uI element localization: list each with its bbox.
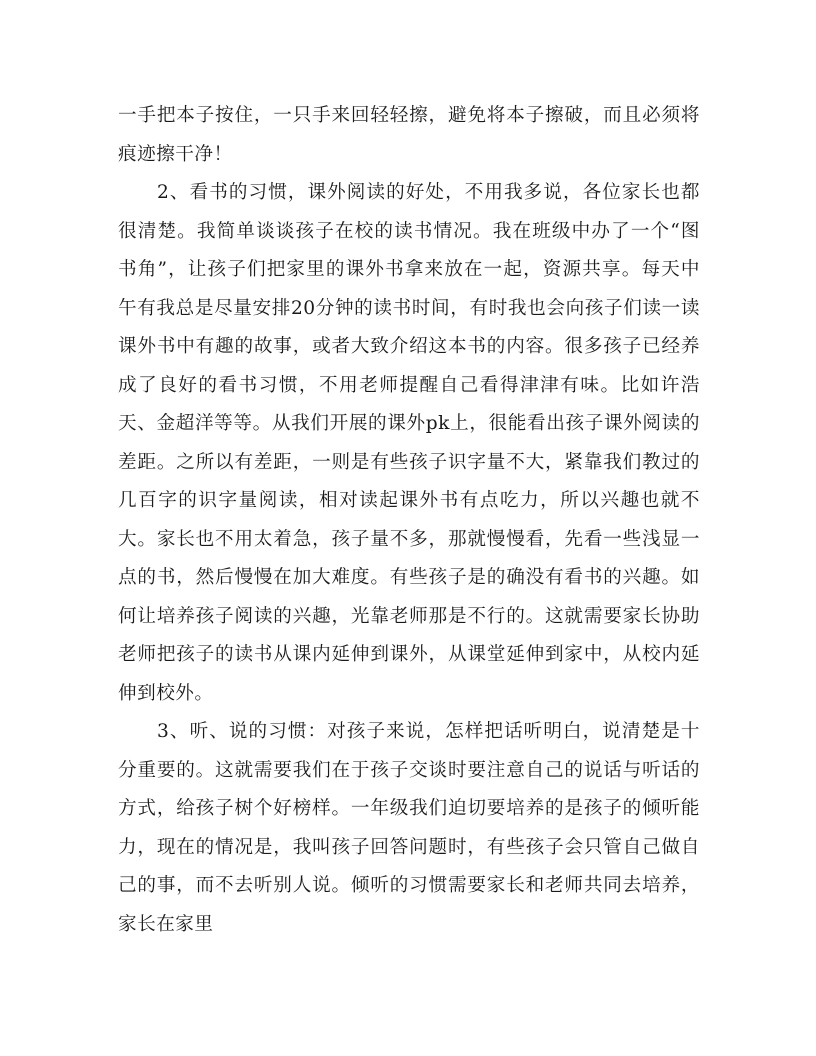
paragraph-listening-speaking: 3、听、说的习惯：对孩子来说，怎样把话听明白，说清楚是十分重要的。这就需要我们在于孩子交谈时要注意自己的说话与听话的方式，给孩子树个好榜样。一年级我们迫切要培养的是孩子的倾听能力，现在的情况是，我叫孩子回答问题时，有些孩子会只管自己做自己的事，而不去听别人说。倾听的习惯需要家长和老师共同去培养，家长在家里 — [118, 721, 700, 935]
paragraph-reading-habit: 2、看书的习惯，课外阅读的好处，不用我多说，各位家长也都很清楚。我简单谈谈孩子在校的读书情况。我在班级中办了一个“图书角”，让孩子们把家里的课外书拿来放在一起，资源共享。每天中午有我总是尽量安排20分钟的读书时间，有时我也会向孩子们读一读课外书中有趣的故事，或者大致介绍这本书的内容。很多孩子已经养成了良好的看书习惯，不用老师提醒自己看得津津有味。比如许浩天、金超洋等等。从我们开展的课外pk上，很能看出孩子课外阅读的差距。之所以有差距，一则是有些孩子识字量不大，紧靠我们教过的几百字的识字量阅读，相对读起课外书有点吃力，所以兴趣也就不大。家长也不用太着急，孩子量不多，那就慢慢看，先看一些浅显一点的书，然后慢慢在加大难度。有些孩子是的确没有看书的兴趣。如何让培养孩子阅读的兴趣，光靠老师那是不行的。这就需要家长协助老师把孩子的读书从课内延伸到课外，从课堂延伸到家中，从校内延伸到校外。 — [118, 182, 700, 704]
paragraph-continued: 一手把本子按住，一只手来回轻轻擦，避免将本子擦破，而且必须将痕迹擦干净！ — [118, 105, 700, 165]
document-page — [118, 97, 700, 944]
